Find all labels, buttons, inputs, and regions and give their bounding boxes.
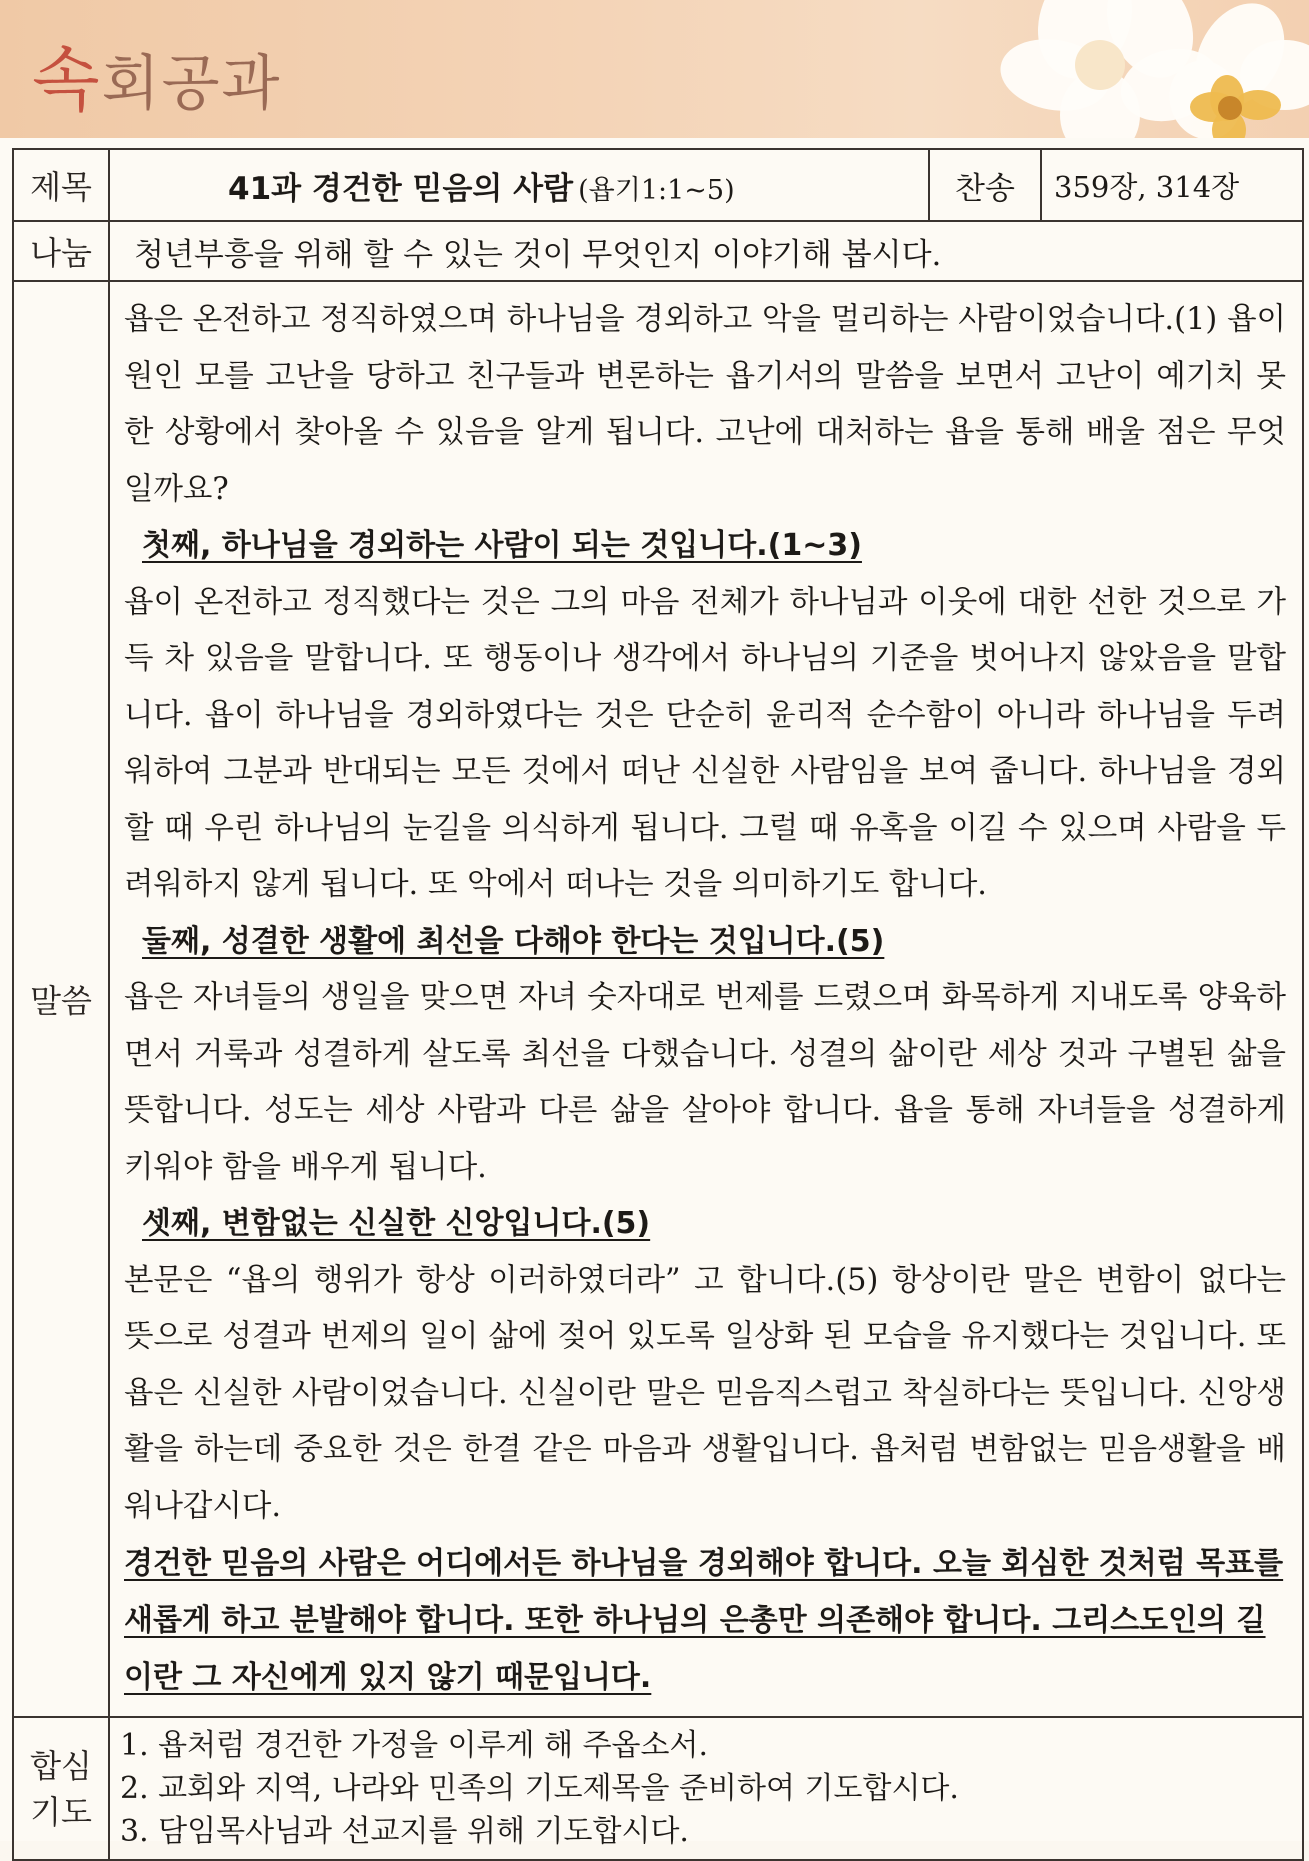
lesson-scripture: (욥기1:1~5) <box>578 174 735 206</box>
point-heading: 둘째, 성결한 생활에 최선을 다해야 한다는 것입니다.(5) <box>142 923 885 959</box>
word-row <box>13 281 1303 1717</box>
page-title-rest: 회공과 <box>101 49 282 119</box>
prayer-list <box>109 1717 1303 1860</box>
prayer-item: 2. 교회와 지역, 나라와 민족의 기도제목을 준비하여 기도합시다. <box>120 1771 959 1806</box>
prayer-row <box>13 1717 1303 1860</box>
point-heading: 첫째, 하나님을 경외하는 사람이 되는 것입니다.(1~3) <box>142 528 862 563</box>
prayer-item: 1. 욥처럼 경건한 가정을 이루게 해 주옵소서. <box>120 1728 709 1763</box>
label-prayer-line1: 합심 <box>30 1746 92 1785</box>
label-prayer-line2: 기도 <box>30 1792 92 1831</box>
label-title: 제목 <box>13 149 109 221</box>
conclusion-paragraph: 경건한 믿음의 사람은 어디에서든 하나님을 경외해야 합니다. 오늘 회심한 것처럼 목표를 새롭게 하고 분발해야 합니다. 또한 하나님의 은총만 의존해야 합니다. 그리스도인의 길이란 그 자신에게 있지 않기 때문입니다. <box>124 1546 1284 1695</box>
label-hymn: 찬송 <box>929 149 1041 221</box>
header-banner <box>0 0 1309 138</box>
label-share: 나눔 <box>13 221 109 281</box>
page-title <box>32 24 282 125</box>
prayer-item: 3. 담임목사님과 선교지를 위해 기도합시다. <box>120 1814 689 1849</box>
point-paragraph: 욥이 온전하고 정직했다는 것은 그의 마음 전체가 하나님과 이웃에 대한 선한 것으로 가득 차 있음을 말합니다. 또 행동이나 생각에서 하나님의 기준을 벗어나지 않았음을 말합니다. 욥이 하나님을 경외하였다는 것은 단순히 윤리적 순수함이 아니라 하나님을 두려워하여 그분과 반대되는 모든 것에서 떠난 신실한 사람임을 보여 줍니다. 하나님을 경외할 때 우린 하나님의 눈길을 의식하게 됩니다. 그럴 때 유혹을 이길 수 있으며 사람을 두려워하지 않게 됩니다. 또 악에서 떠나는 것을 의미하기도 합니다. <box>124 584 1286 902</box>
point-paragraph: 욥은 자녀들의 생일을 맞으면 자녀 숫자대로 번제를 드렸으며 화목하게 지내도록 양육하면서 거룩과 성결하게 살도록 최선을 다했습니다. 성결의 삶이란 세상 것과 구별된 삶을 뜻합니다. 성도는 세상 사람과 다른 삶을 살아야 합니다. 욥을 통해 자녀들을 성결하게 키워야 함을 배우게 됩니다. <box>124 980 1286 1185</box>
lesson-table <box>12 148 1304 1861</box>
word-body <box>109 281 1303 1717</box>
point-paragraph: 본문은 “욥의 행위가 항상 이러하였더라” 고 합니다.(5) 항상이란 말은 변함이 없다는 뜻으로 성결과 번제의 일이 삶에 젖어 있도록 일상화 된 모습을 유지했다는 것입니다. 또 욥은 신실한 사람이었습니다. 신실이란 말은 믿음직스럽고 착실하다는 뜻입니다. 신앙생활을 하는데 중요한 것은 한결 같은 마음과 생활입니다. 욥처럼 변함없는 믿음생활을 배워나갑시다. <box>124 1262 1286 1524</box>
share-row <box>13 221 1303 281</box>
label-prayer <box>13 1717 109 1860</box>
page-title-first: 속 <box>32 39 102 121</box>
point-heading: 셋째, 변함없는 신실한 신앙입니다.(5) <box>142 1206 651 1241</box>
lesson-title: 41과 경건한 믿음의 사람 <box>228 170 574 207</box>
hymn-numbers: 359장, 314장 <box>1041 149 1303 221</box>
lesson-sheet <box>0 138 1309 1849</box>
intro-paragraph: 욥은 온전하고 정직하였으며 하나님을 경외하고 악을 멀리하는 사람이었습니다.(1) 욥이 원인 모를 고난을 당하고 친구들과 변론하는 욥기서의 말씀을 보면서 고난이 예기치 못한 상황에서 찾아올 수 있음을 알게 됩니다. 고난에 대처하는 욥을 통해 배울 점은 무엇일까요? <box>124 302 1286 507</box>
label-word: 말씀 <box>13 281 109 1717</box>
share-text: 청년부흥을 위해 할 수 있는 것이 무엇인지 이야기해 봅시다. <box>109 221 1303 281</box>
title-cell <box>109 149 929 221</box>
title-row <box>13 149 1303 221</box>
